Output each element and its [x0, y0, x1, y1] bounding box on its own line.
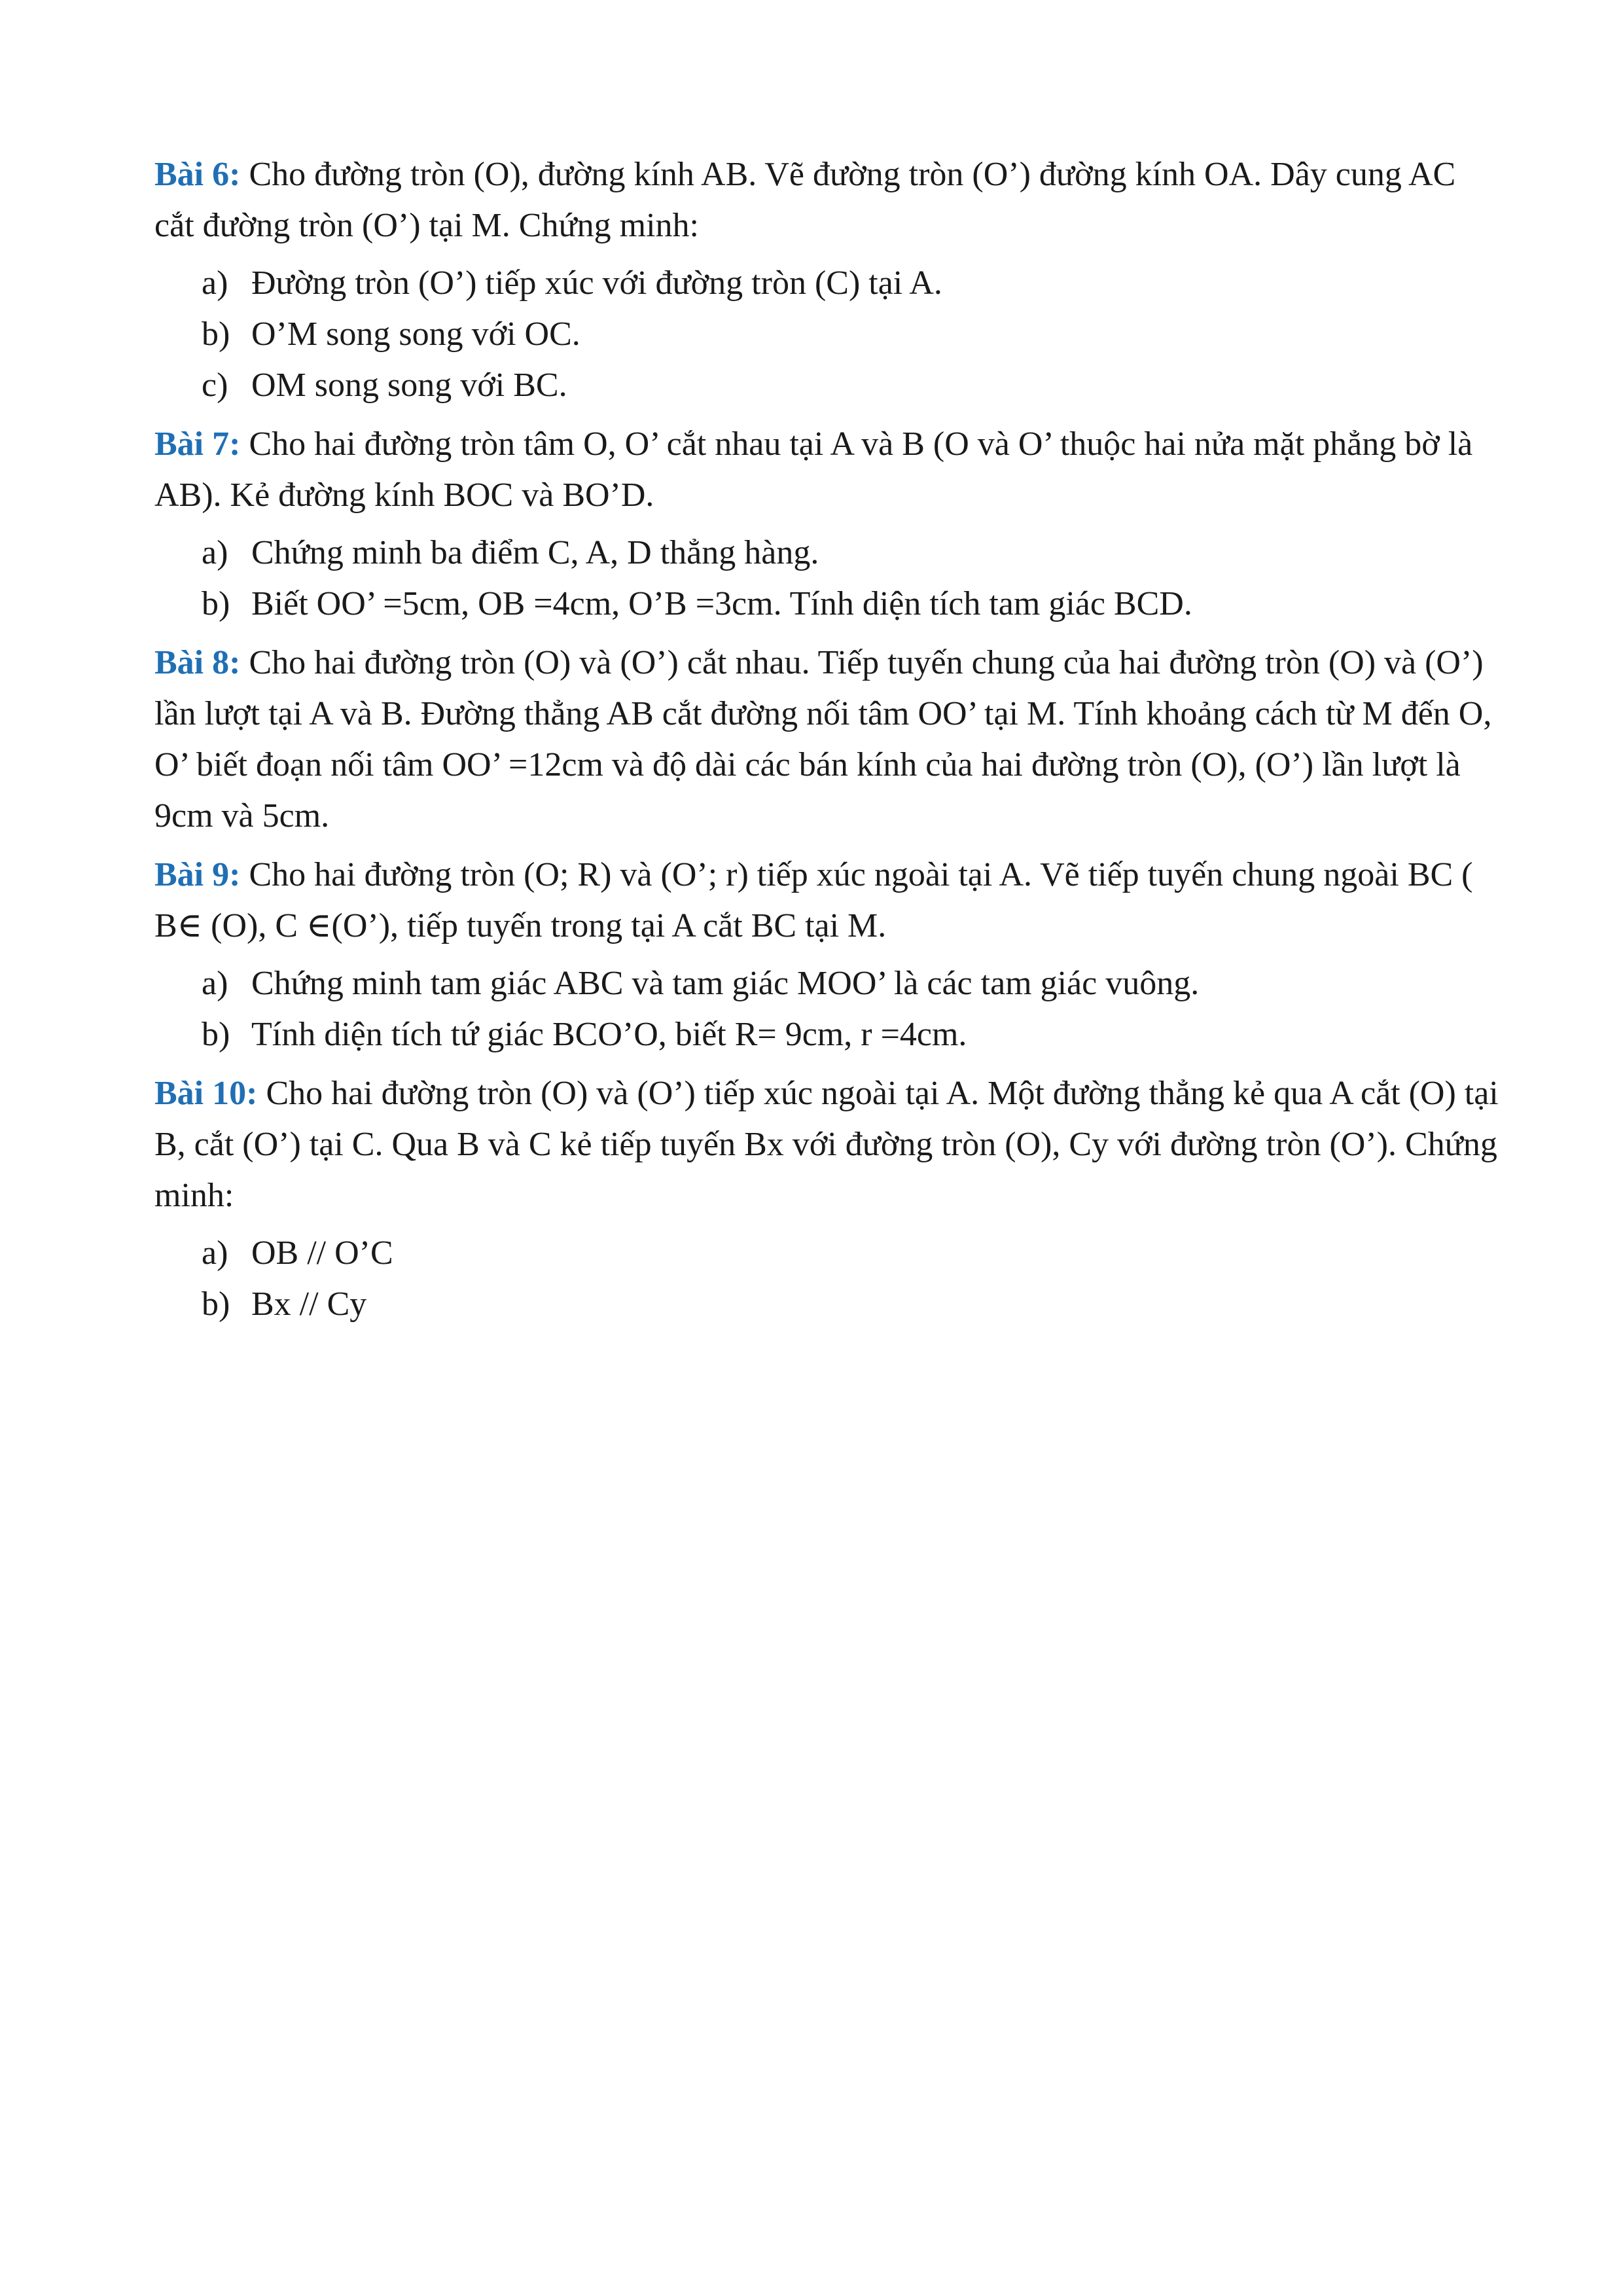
problem-label: Bài 8: — [154, 644, 241, 681]
sub-question-marker: a) — [202, 965, 228, 1002]
sub-question-text: O’M song song với OC. — [251, 315, 580, 353]
sub-question — [154, 1279, 1503, 1330]
problem-text: Cho đường tròn (O), đường kính AB. Vẽ đường tròn (O’) đường kính OA. Dây cung AC cắt đường tròn (O’) tại M. Chứng minh: — [154, 156, 1456, 244]
sub-question — [154, 1228, 1503, 1279]
sub-question — [154, 1009, 1503, 1060]
sub-question-marker: b) — [202, 1016, 230, 1053]
sub-question-text: Chứng minh tam giác ABC và tam giác MOO’ là các tam giác vuông. — [251, 965, 1200, 1002]
problem-label: Bài 6: — [154, 156, 241, 193]
problem-text: Cho hai đường tròn (O) và (O’) cắt nhau. Tiếp tuyến chung của hai đường tròn (O) và (O’) lần lượt tại A và B. Đường thẳng AB cắt đường nối tâm OO’ tại M. Tính khoảng cách từ M đến O, O’ biết đoạn nối tâm OO’ =12cm và độ dài các bán kính của hai đường tròn (O), (O’) lần lượt là 9cm và 5cm. — [154, 644, 1492, 834]
sub-question-text: Đường tròn (O’) tiếp xúc với đường tròn (C) tại A. — [251, 264, 942, 302]
sub-question — [154, 258, 1503, 309]
problem-statement — [154, 637, 1503, 842]
sub-question-marker: a) — [202, 1234, 228, 1272]
sub-question-text: Biết OO’ =5cm, OB =4cm, O’B =3cm. Tính diện tích tam giác BCD. — [251, 585, 1192, 622]
sub-question-list — [154, 1228, 1503, 1330]
problem-6 — [154, 149, 1503, 411]
sub-question-marker: c) — [202, 367, 228, 404]
problem-label: Bài 9: — [154, 856, 241, 893]
sub-question-list — [154, 958, 1503, 1060]
problem-7 — [154, 419, 1503, 630]
problem-9 — [154, 850, 1503, 1060]
problem-statement — [154, 1068, 1503, 1221]
problem-label: Bài 7: — [154, 425, 241, 463]
sub-question-text: Bx // Cy — [251, 1285, 367, 1323]
problem-label: Bài 10: — [154, 1075, 258, 1112]
sub-question-marker: b) — [202, 585, 230, 622]
sub-question-text: OM song song với BC. — [251, 367, 567, 404]
problem-statement — [154, 419, 1503, 521]
sub-question-list — [154, 528, 1503, 630]
problem-text: Cho hai đường tròn (O) và (O’) tiếp xúc ngoài tại A. Một đường thẳng kẻ qua A cắt (O) tại B, cắt (O’) tại C. Qua B và C kẻ tiếp tuyến Bx với đường tròn (O), Cy với đường tròn (O’). Chứng minh: — [154, 1075, 1499, 1214]
sub-question — [154, 360, 1503, 411]
sub-question-marker: a) — [202, 534, 228, 571]
sub-question — [154, 958, 1503, 1009]
problem-8 — [154, 637, 1503, 842]
sub-question — [154, 309, 1503, 360]
problem-statement — [154, 850, 1503, 952]
sub-question — [154, 579, 1503, 630]
sub-question-text: OB // O’C — [251, 1234, 393, 1272]
sub-question-text: Chứng minh ba điểm C, A, D thẳng hàng. — [251, 534, 819, 571]
sub-question-marker: a) — [202, 264, 228, 302]
problem-text: Cho hai đường tròn (O; R) và (O’; r) tiếp xúc ngoài tại A. Vẽ tiếp tuyến chung ngoài BC ( B∈ (O), C ∈(O’), tiếp tuyến trong tại A cắt BC tại M. — [154, 856, 1473, 944]
sub-question-marker: b) — [202, 1285, 230, 1323]
problem-statement — [154, 149, 1503, 251]
sub-question-text: Tính diện tích tứ giác BCO’O, biết R= 9cm, r =4cm. — [251, 1016, 967, 1053]
sub-question — [154, 528, 1503, 579]
sub-question-list — [154, 258, 1503, 411]
document-page — [154, 149, 1503, 1338]
problem-10 — [154, 1068, 1503, 1330]
sub-question-marker: b) — [202, 315, 230, 353]
problem-text: Cho hai đường tròn tâm O, O’ cắt nhau tại A và B (O và O’ thuộc hai nửa mặt phẳng bờ là AB). Kẻ đường kính BOC và BO’D. — [154, 425, 1473, 514]
